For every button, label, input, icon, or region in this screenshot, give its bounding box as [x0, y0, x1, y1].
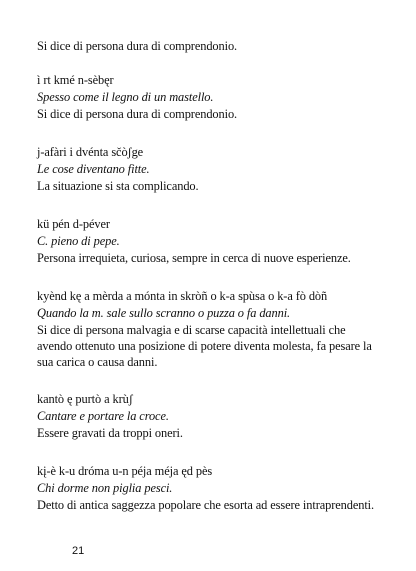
entry-1-meaning: Si dice di persona dura di comprendonio.	[37, 39, 238, 53]
entry-7-dialect: kį-è k-u dróma u-n péja méja ęd pès	[37, 464, 213, 478]
entry-6-translation: Cantare e portare la croce.	[37, 409, 169, 423]
entry-4-dialect: kü pén d-péver	[37, 217, 110, 231]
entry-2-dialect: ì rt kmé n-sèbęr	[37, 73, 114, 87]
page-number: 21	[72, 545, 85, 557]
entry-3-dialect: j-afàri i dvénta sčòʃge	[37, 145, 144, 159]
entry-6-meaning: Essere gravati da troppi oneri.	[37, 426, 183, 440]
entry-2-translation: Spesso come il legno di un mastello.	[37, 90, 214, 104]
entry-3-translation: Le cose diventano fitte.	[37, 162, 150, 176]
entry-7-translation: Chi dorme non piglia pesci.	[37, 481, 173, 495]
entry-3-meaning: La situazione si sta complicando.	[37, 179, 199, 193]
entry-6-dialect: kantò ę purtò a krùʃ	[37, 392, 133, 406]
entry-5-meaning-line-3: sua carica o causa danni.	[37, 355, 158, 369]
entry-4-translation: C. pieno di pepe.	[37, 234, 120, 248]
entry-5-translation: Quando la m. sale sullo scranno o puzza o fa danni.	[37, 306, 291, 320]
entry-2-meaning: Si dice di persona dura di comprendonio.	[37, 107, 238, 121]
entry-7-meaning: Detto di antica saggezza popolare che esorta ad essere intraprendenti.	[37, 498, 375, 512]
entry-5-dialect: kyènd kę a mèrda a mónta in skròñ o k-a spùsa o k-a fò dòñ	[37, 289, 328, 303]
entry-5-meaning-line-1: Si dice di persona malvagia e di scarse capacità intellettuali che	[37, 323, 346, 337]
entry-4-meaning: Persona irrequieta, curiosa, sempre in cerca di nuove esperienze.	[37, 251, 351, 265]
entry-5-meaning-line-2: avendo ottenuto una posizione di potere diventa molesta, fa pesare la	[37, 339, 372, 353]
